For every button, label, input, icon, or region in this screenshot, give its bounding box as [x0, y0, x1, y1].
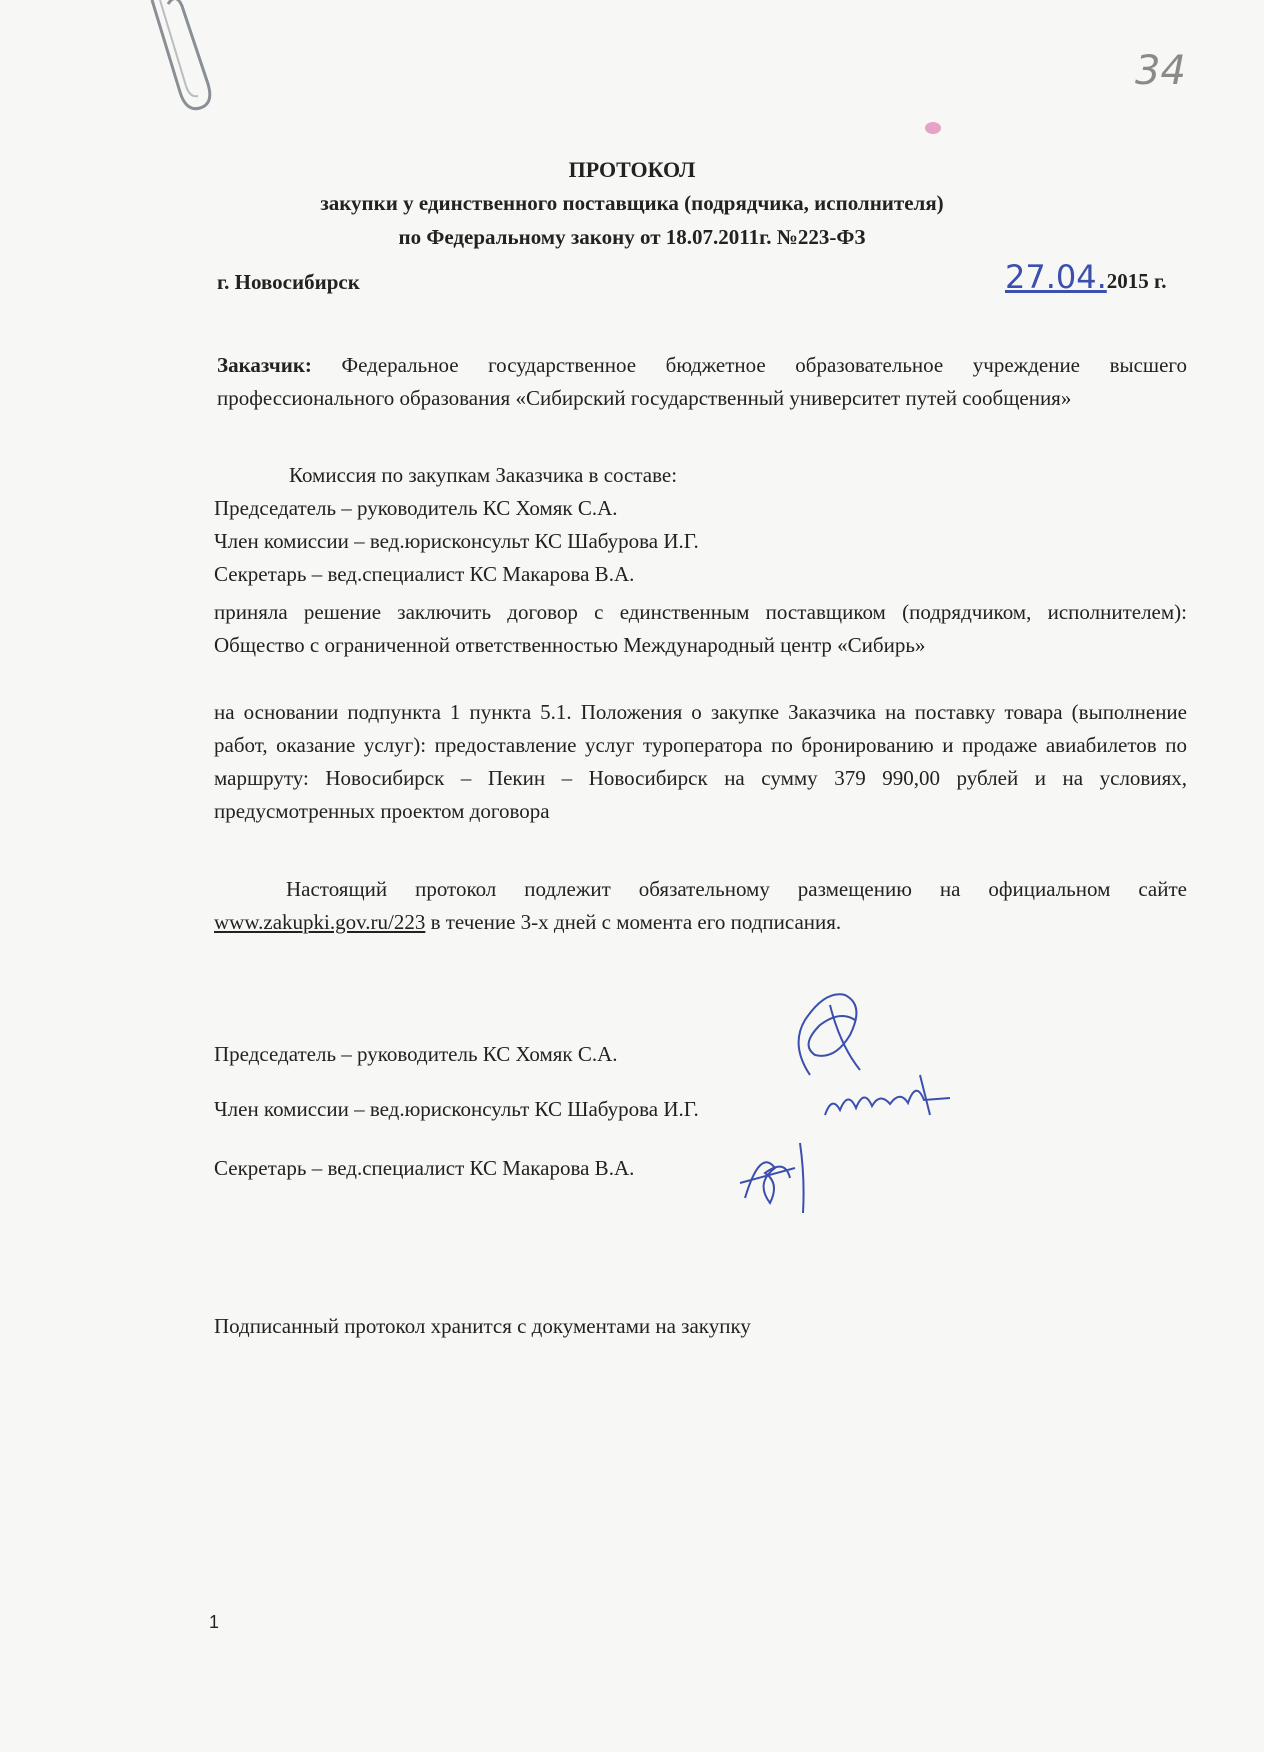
date-year: 2015 г.	[1106, 269, 1167, 293]
place: г. Новосибирск	[217, 270, 360, 294]
date	[1005, 258, 1166, 296]
commission-basis: на основании подпункта 1 пункта 5.1. Положения о закупке Заказчика на поставку товара (выполнение работ, оказание услуг): предоставление услуг туроператора по бронированию и продаже авиабилетов по маршруту: Новосибирск – Пекин – Новосибирск на сумму 379 990,00 рублей и на условиях, предусмотренных проектом договора	[214, 700, 1187, 823]
signature-line-lawyer: Член комиссии – вед.юрисконсульт КС Шабурова И.Г.	[214, 1097, 699, 1121]
commission-member-lawyer: Член комиссии – вед.юрисконсульт КС Шабурова И.Г.	[214, 529, 699, 553]
customer-paragraph	[217, 349, 1187, 415]
document-subtitle-line1: закупки у единственного поставщика (подрядчика, исполнителя)	[320, 191, 944, 215]
customer-label: Заказчик:	[217, 353, 312, 377]
commission-member-chair: Председатель – руководитель КС Хомяк С.А.	[214, 496, 618, 520]
footer-page-number: 1	[209, 1612, 220, 1632]
publication-paragraph	[214, 873, 1187, 939]
customer-text: Федеральное государственное бюджетное образовательное учреждение высшего профессионального образования «Сибирский государственный университет путей сообщения»	[217, 353, 1187, 410]
date-handwritten: 27.04.	[1005, 258, 1107, 296]
paper-clip-icon	[130, 0, 220, 120]
publication-text-before: Настоящий протокол подлежит обязательному размещению на официальном сайте	[286, 877, 1187, 901]
commission-member-secretary: Секретарь – вед.специалист КС Макарова В.А.	[214, 562, 635, 586]
signature-secretary-graphic	[725, 1128, 825, 1218]
storage-note: Подписанный протокол хранится с документами на закупку	[214, 1314, 751, 1338]
commission-intro: Комиссия по закупкам Заказчика в составе:	[289, 463, 678, 487]
zakupki-link[interactable]: www.zakupki.gov.ru/223	[214, 910, 426, 934]
document-title: ПРОТОКОЛ	[568, 157, 696, 182]
publication-text-after: в течение 3-х дней с момента его подписания.	[425, 910, 842, 934]
commission-decision: приняла решение заключить договор с единственным поставщиком (подрядчиком, исполнителем): Общество с ограниченной ответственностью Международный центр «Сибирь»	[214, 600, 1187, 657]
document-subtitle-line2: по Федеральному закону от 18.07.2011г. №223-ФЗ	[398, 225, 866, 249]
handwritten-page-number: 34	[1135, 48, 1186, 94]
pink-mark	[924, 120, 942, 136]
signature-line-chair: Председатель – руководитель КС Хомяк С.А.	[214, 1042, 618, 1066]
signature-lawyer-graphic	[820, 1070, 960, 1125]
signature-line-secretary: Секретарь – вед.специалист КС Макарова В.А.	[214, 1156, 635, 1180]
